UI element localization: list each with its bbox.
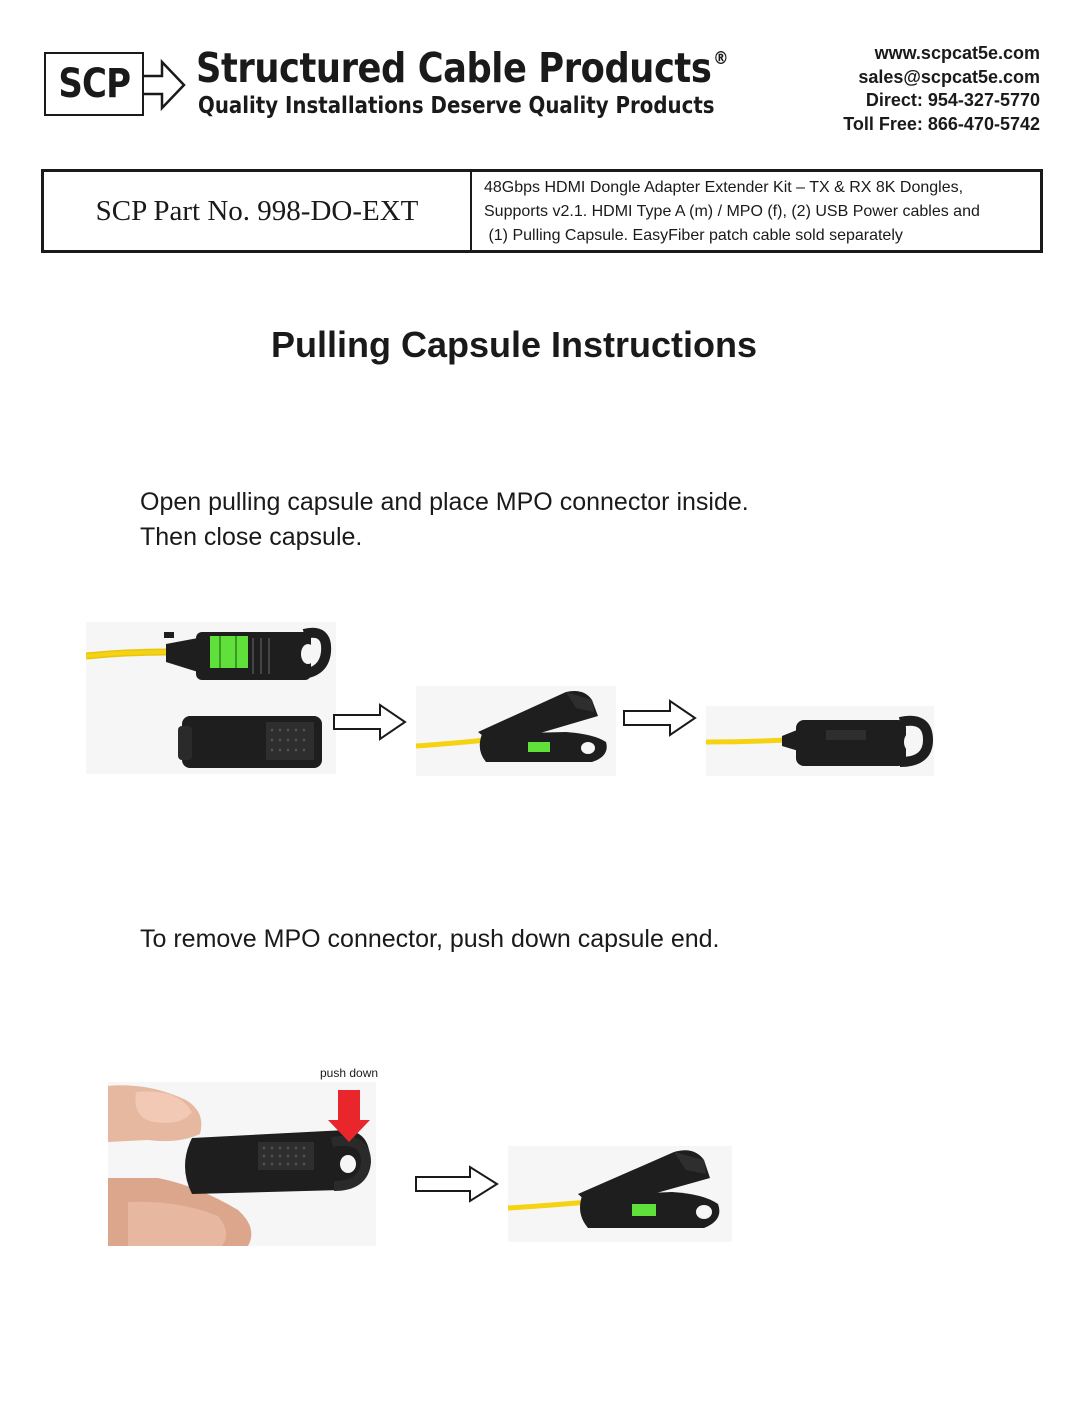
page-title: Pulling Capsule Instructions: [270, 324, 758, 365]
part-description: [472, 172, 1040, 250]
capsule-opened-photo: [508, 1146, 732, 1242]
part-number: SCP Part No. 998-DO-EXT: [44, 172, 472, 250]
step1-line: Open pulling capsule and place MPO connector inside.: [140, 488, 749, 516]
logo-arrow-icon: [142, 52, 186, 118]
step1-line: Then close capsule.: [140, 523, 363, 551]
company-name: Structured Cable Products®: [196, 44, 729, 92]
right-arrow-icon: [622, 698, 698, 738]
website-link[interactable]: www.scpcat5e.com: [874, 43, 1040, 63]
toll-free-phone: Toll Free: 866-470-5742: [843, 113, 1040, 134]
description-line: Supports v2.1. HDMI Type A (m) / MPO (f), (2) USB Power cables and: [484, 203, 980, 220]
closed-capsule-photo: [706, 706, 934, 776]
hand-pushing-capsule-photo: [108, 1082, 376, 1246]
tagline: Quality Installations Deserve Quality Products: [198, 93, 715, 119]
direct-phone: Direct: 954-327-5770: [865, 90, 1040, 110]
scp-logo: [44, 52, 144, 116]
mpo-connector-and-capsule-photo: [86, 622, 336, 774]
step2-instruction: To remove MPO connector, push down capsule end.: [140, 925, 720, 953]
email-link[interactable]: sales@scpcat5e.com: [858, 66, 1040, 87]
right-arrow-icon: [332, 702, 408, 742]
description-line: (1) Pulling Capsule. EasyFiber patch cable sold separately: [484, 227, 903, 244]
step1-instruction: [140, 485, 749, 555]
logo-text: SCP: [58, 61, 130, 107]
capsule-closing-photo: [416, 686, 616, 776]
part-info-box: [41, 169, 1043, 253]
right-arrow-icon: [414, 1164, 500, 1204]
push-down-label: push down: [320, 1066, 379, 1080]
contact-block: [843, 42, 1040, 136]
description-line: 48Gbps HDMI Dongle Adapter Extender Kit – TX & RX 8K Dongles,: [484, 179, 964, 196]
